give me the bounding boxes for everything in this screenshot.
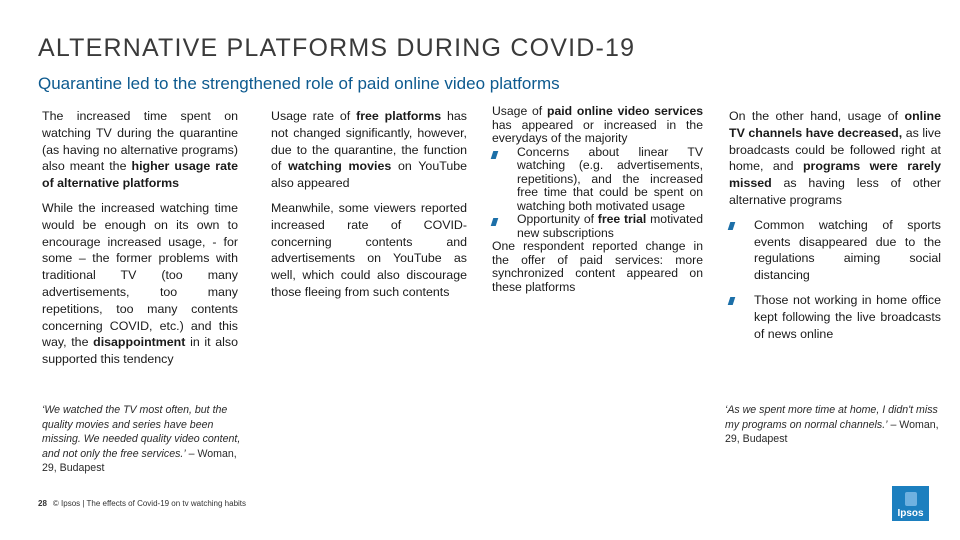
quote-text: ‘As we spent more time at home, I didn't miss my programs on normal channels.’ — [725, 404, 938, 431]
bullet-marker-icon — [728, 222, 736, 230]
bullet-item — [492, 146, 703, 214]
text-span: The increased time spent on watching TV during the quarantine (as having no alternative programs) also meant the — [42, 109, 238, 174]
column-free-platforms — [271, 108, 467, 301]
bullet-text: Those not working in home office kept following the live broadcasts of news online — [754, 292, 941, 341]
bullet-item — [492, 213, 703, 240]
logo-mark-icon — [905, 492, 917, 506]
text-span: has not changed significantly, however, due to the quarantine, the function of — [271, 109, 467, 174]
bullet-item — [729, 292, 941, 342]
bullet-item — [729, 217, 941, 284]
bullet-text: Opportunity of — [517, 212, 598, 226]
emphasis: free trial — [597, 212, 647, 226]
emphasis: disappointment — [93, 335, 186, 350]
column-online-tv — [729, 108, 941, 342]
respondent-quote — [725, 403, 940, 447]
bullet-text: Common watching of sports events disappeared due to the regulations aiming social distancing — [754, 217, 941, 283]
text-span: as having less of other alternative programs — [729, 176, 941, 207]
paragraph — [42, 108, 238, 192]
text-span: While the increased watching time would be enough on its own to encourage increased usage, - for some – the former problems with traditional TV (too many advertisements, too many repetitions, too many contents concerning COVID, etc.) and this way, the — [42, 200, 238, 350]
emphasis: programs were rarely missed — [729, 159, 941, 191]
paragraph: Meanwhile, some viewers reported increased rate of COVID-concerning contents and advertisements on YouTube as well, which could also discourage those fleeing from such contents — [271, 200, 467, 299]
logo-text: Ipsos — [897, 508, 924, 519]
respondent-quote — [42, 403, 242, 476]
emphasis: higher usage rate of alternative platforms — [42, 159, 238, 191]
bullet-marker-icon — [491, 151, 499, 159]
text-span: Usage of — [492, 104, 548, 118]
paragraph — [492, 105, 703, 146]
text-span: On the other hand, usage of — [729, 109, 905, 123]
quote-text: ‘We watched the TV most often, but the quality movies and series have been missing. We needed quality video content, and not only the free services.’ — [42, 404, 241, 460]
column-paid-platforms — [492, 105, 703, 294]
text-span: as live broadcasts could be followed right at home, and — [729, 125, 941, 174]
page-number: 28 — [38, 499, 47, 508]
page-title: ALTERNATIVE PLATFORMS DURING COVID-19 — [38, 34, 636, 62]
page-subtitle: Quarantine led to the strengthened role of paid online video platforms — [38, 74, 560, 93]
emphasis: paid online video services — [547, 104, 703, 118]
emphasis: free platforms — [356, 109, 442, 123]
text-span: has appeared or increased in the everydays of the majority — [492, 117, 703, 145]
text-span: in it also supported this tendency — [42, 335, 238, 367]
bullet-text: motivated new subscriptions — [517, 212, 703, 240]
text-span: Usage rate of — [271, 109, 357, 123]
paragraph — [271, 108, 467, 192]
paragraph — [729, 108, 941, 209]
footer-text: © Ipsos | The effects of Covid-19 on tv watching habits — [52, 499, 247, 508]
paragraph — [42, 200, 238, 368]
text-span: on YouTube also appeared — [271, 159, 468, 191]
paragraph: One respondent reported change in the offer of paid services: more synchronized content appeared on these platforms — [492, 239, 703, 294]
bullet-text: Concerns about linear TV watching (e.g. advertisements, repetitions), and the increased free time that could be spent on watching both motivated usage — [517, 144, 703, 213]
quote-attribution: – Woman, 29, Budapest — [42, 447, 237, 475]
footer — [38, 499, 246, 508]
ipsos-logo — [892, 486, 929, 521]
column-alternative-platforms — [42, 108, 238, 368]
quote-attribution: – Woman, 29, Budapest — [725, 418, 939, 446]
emphasis: online TV channels have decreased, — [729, 109, 941, 140]
bullet-marker-icon — [491, 218, 499, 226]
emphasis: watching movies — [288, 159, 392, 174]
bullet-marker-icon — [728, 297, 736, 305]
